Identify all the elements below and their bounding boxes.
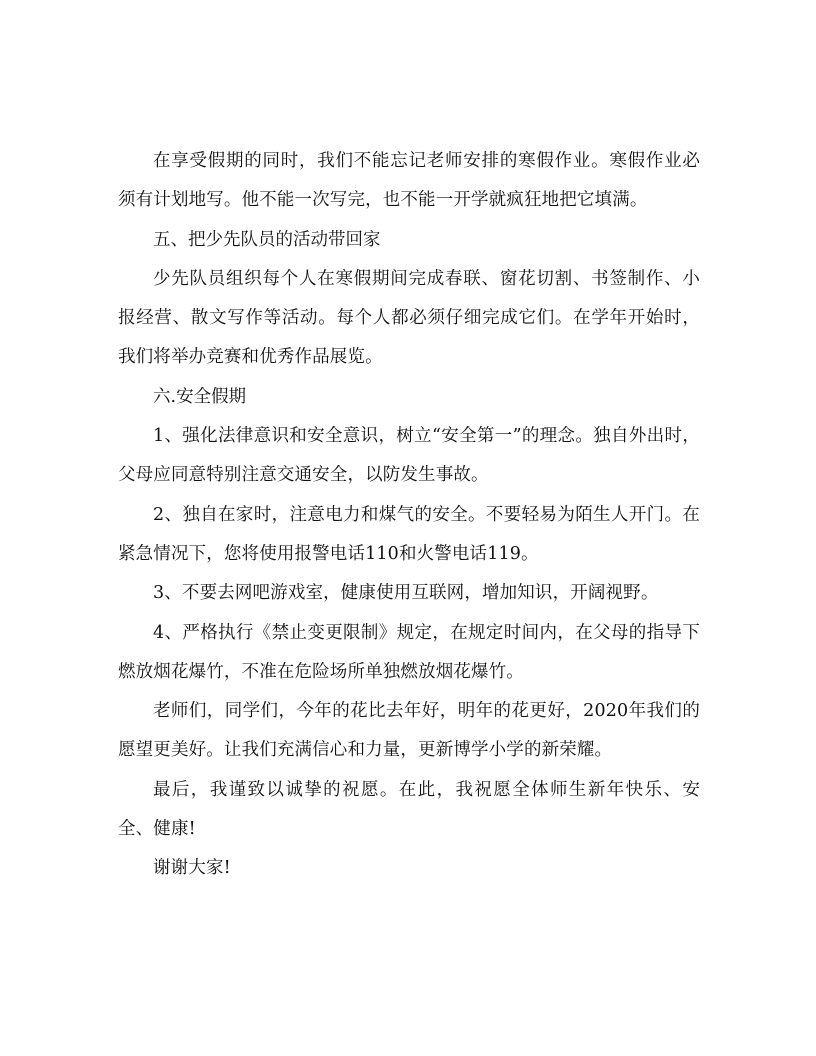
paragraph-activities: 少先队员组织每个人在寒假期间完成春联、窗花切割、书签制作、小报经营、散文写作等活动。每个人都必须仔细完成它们。在学年开始时，我们将举办竞赛和优秀作品展览。 <box>118 269 700 367</box>
paragraph-homework: 在享受假期的同时，我们不能忘记老师安排的寒假作业。寒假作业必须有计划地写。他不能一次写完，也不能一开学就疯狂地把它填满。 <box>118 151 700 210</box>
paragraph-thanks: 谢谢大家! <box>153 858 231 878</box>
section-heading-five: 五、把少先队员的活动带回家 <box>153 229 381 250</box>
paragraph-safety-1: 1、强化法律意识和安全意识，树立“安全第一”的理念。独自外出时，父母应同意特别注意交通安全，以防发生事故。 <box>118 426 700 485</box>
paragraph-safety-4: 4、严格执行《禁止变更限制》规定，在规定时间内，在父母的指导下燃放烟花爆竹，不准在危险场所单独燃放烟花爆竹。 <box>118 622 700 682</box>
section-heading-six: 六.安全假期 <box>153 386 247 407</box>
document-body <box>118 142 700 889</box>
paragraph-closing: 老师们，同学们，今年的花比去年好，明年的花更好，2020年我们的愿望更美好。让我们充满信心和力量，更新博学小学的新荣耀。 <box>118 701 700 760</box>
paragraph-safety-3: 3、不要去网吧游戏室，健康使用互联网，增加知识，开阔视野。 <box>153 583 659 603</box>
paragraph-safety-2: 2、独自在家时，注意电力和煤气的安全。不要轻易为陌生人开门。在紧急情况下，您将使用报警电话110和火警电话119。 <box>118 504 700 564</box>
paragraph-wishes: 最后，我谨致以诚挚的祝愿。在此，我祝愿全体师生新年快乐、安全、健康! <box>118 779 700 839</box>
